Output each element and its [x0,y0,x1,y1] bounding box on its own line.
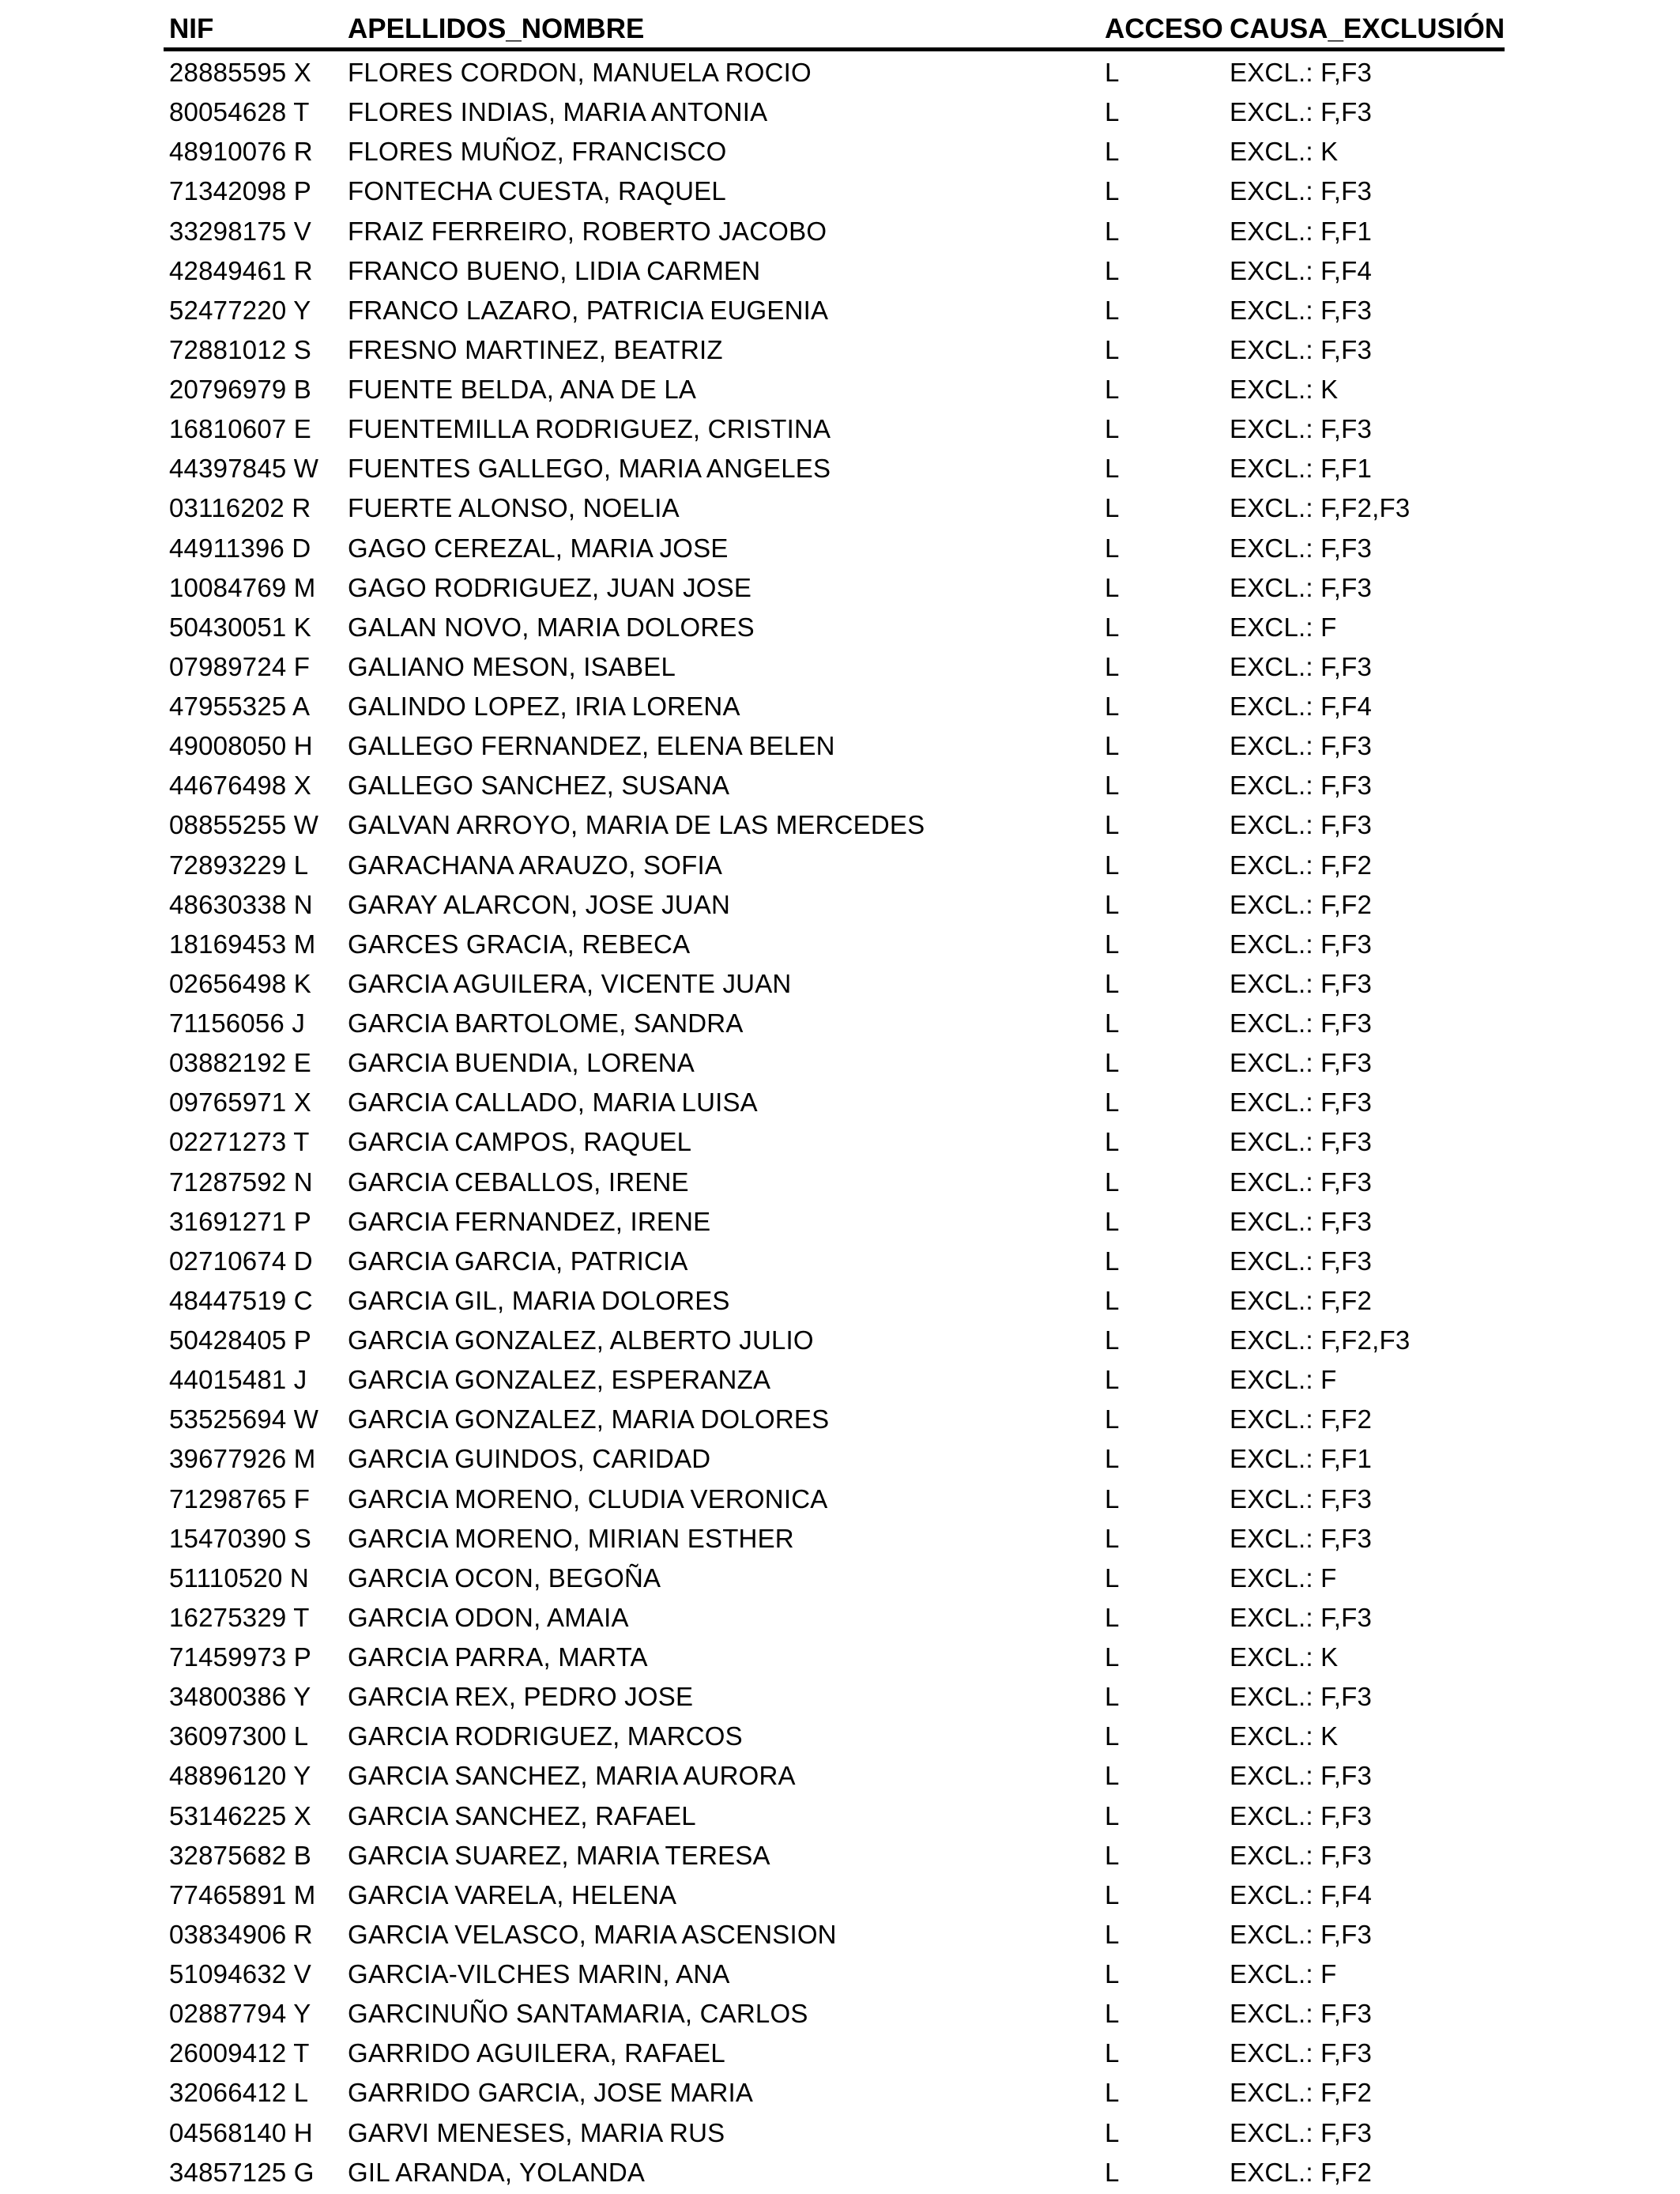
nif-cell: 32066412 L [169,2078,309,2108]
nif-cell: 49008050 H [169,731,313,761]
acceso-cell: L [1105,414,1120,444]
nif-cell: 77465891 M [169,1879,316,1909]
table-row [0,1281,1680,1321]
nif-cell: 02656498 K [169,968,312,998]
table-row [0,726,1680,766]
nombre-cell: GARCIA BARTOLOME, SANDRA [348,1008,744,1038]
acceso-cell: L [1105,1325,1120,1355]
causa-cell: EXCL.: F,F3 [1230,1246,1373,1276]
nombre-cell: GARCIA CAMPOS, RAQUEL [348,1127,692,1157]
causa-cell: EXCL.: F,F3 [1230,1008,1373,1038]
nif-cell: 34857125 G [169,2157,315,2187]
table-row [0,1915,1680,1955]
nombre-cell: GARCINUÑO SANTAMARIA, CARLOS [348,1999,808,2029]
acceso-cell: L [1105,2038,1120,2068]
acceso-cell: L [1105,493,1120,523]
table-row [0,212,1680,251]
table-row [0,1796,1680,1836]
causa-cell: EXCL.: F,F3 [1230,1523,1373,1553]
nombre-cell: GIL ARANDA, YOLANDA [348,2157,646,2187]
causa-cell: EXCL.: F,F1 [1230,1444,1373,1474]
acceso-cell: L [1105,1088,1120,1118]
causa-cell: EXCL.: F,F3 [1230,176,1373,206]
nif-cell: 10084769 M [169,572,316,602]
table-row [0,1122,1680,1162]
causa-cell: EXCL.: F,F3 [1230,1919,1373,1949]
table-row [0,805,1680,845]
table-row [0,1756,1680,1796]
nif-cell: 16275329 T [169,1602,310,1632]
table-row [0,647,1680,687]
table-row [0,330,1680,370]
table-row [0,1875,1680,1915]
nombre-cell: GARCIA GONZALEZ, ESPERANZA [348,1365,771,1395]
causa-cell: EXCL.: F,F3 [1230,651,1373,681]
causa-cell: EXCL.: F,F3 [1230,1483,1373,1514]
causa-cell: EXCL.: F,F3 [1230,334,1373,364]
acceso-cell: L [1105,454,1120,484]
causa-cell: EXCL.: K [1230,375,1339,404]
table-row [0,846,1680,885]
causa-cell: EXCL.: F,F1 [1230,216,1373,246]
table-row [0,92,1680,132]
nif-cell: 71298765 F [169,1483,311,1514]
nombre-cell: GALLEGO SANCHEZ, SUSANA [348,771,730,801]
causa-cell: EXCL.: F,F3 [1230,572,1373,602]
nombre-cell: GARCIA CALLADO, MARIA LUISA [348,1088,758,1118]
acceso-cell: L [1105,771,1120,801]
nombre-cell: GARCIA GARCIA, PATRICIA [348,1246,688,1276]
causa-cell: EXCL.: F,F3 [1230,97,1373,127]
nif-cell: 48630338 N [169,889,313,919]
table-row [0,1638,1680,1677]
acceso-cell: L [1105,97,1120,127]
nombre-cell: FRESNO MARTINEZ, BEATRIZ [348,334,723,364]
acceso-cell: L [1105,533,1120,563]
causa-cell: EXCL.: K [1230,1642,1339,1672]
table-row [0,964,1680,1004]
acceso-cell: L [1105,731,1120,761]
table-row [0,1994,1680,2034]
table-row [0,529,1680,568]
acceso-cell: L [1105,1999,1120,2029]
table-row [0,449,1680,488]
acceso-cell: L [1105,176,1120,206]
nif-cell: 02887794 Y [169,1999,311,2029]
table-row [0,2034,1680,2073]
acceso-cell: L [1105,1404,1120,1434]
acceso-cell: L [1105,1127,1120,1157]
nif-cell: 16810607 E [169,414,312,444]
nif-cell: 20796979 B [169,375,312,404]
nif-cell: 03834906 R [169,1919,313,1949]
nombre-cell: GARAY ALARCON, JOSE JUAN [348,889,731,919]
nif-cell: 31691271 P [169,1206,312,1236]
nif-cell: 44676498 X [169,771,312,801]
nombre-cell: GARCIA VARELA, HELENA [348,1879,677,1909]
nif-cell: 51094632 V [169,1959,312,1989]
acceso-cell: L [1105,375,1120,404]
acceso-cell: L [1105,1206,1120,1236]
nombre-cell: FRANCO BUENO, LIDIA CARMEN [348,255,761,285]
nif-cell: 53146225 X [169,1800,312,1830]
nombre-cell: GALAN NOVO, MARIA DOLORES [348,612,755,642]
nombre-cell: FONTECHA CUESTA, RAQUEL [348,176,726,206]
causa-cell: EXCL.: F,F3 [1230,1800,1373,1830]
causa-cell: EXCL.: F,F3 [1230,1088,1373,1118]
nif-cell: 09765971 X [169,1088,312,1118]
nombre-cell: GAGO RODRIGUEZ, JUAN JOSE [348,572,752,602]
nombre-cell: GARCIA BUENDIA, LORENA [348,1048,695,1078]
nif-cell: 71342098 P [169,176,312,206]
nif-cell: 44911396 D [169,533,311,563]
acceso-cell: L [1105,1682,1120,1712]
nombre-cell: GARCIA SANCHEZ, MARIA AURORA [348,1761,796,1791]
nif-cell: 51110520 N [169,1563,309,1593]
acceso-cell: L [1105,1879,1120,1909]
nif-cell: 71287592 N [169,1167,313,1197]
table-row [0,2113,1680,2153]
table-row [0,568,1680,608]
acceso-cell: L [1105,1563,1120,1593]
causa-cell: EXCL.: F,F3 [1230,968,1373,998]
header-apellidos-nombre: APELLIDOS_NOMBRE [348,13,645,44]
acceso-cell: L [1105,216,1120,246]
nif-cell: 07989724 F [169,651,311,681]
causa-cell: EXCL.: F,F3 [1230,771,1373,801]
acceso-cell: L [1105,255,1120,285]
causa-cell: EXCL.: F,F3 [1230,58,1373,87]
nif-cell: 36097300 L [169,1721,309,1751]
nif-cell: 72881012 S [169,334,312,364]
nif-cell: 48447519 C [169,1285,313,1315]
table-row [0,172,1680,211]
nif-cell: 15470390 S [169,1523,312,1553]
table-row [0,409,1680,449]
causa-cell: EXCL.: F,F3 [1230,1682,1373,1712]
nombre-cell: FUENTES GALLEGO, MARIA ANGELES [348,454,831,484]
table-row [0,925,1680,964]
nombre-cell: GARCIA GUINDOS, CARIDAD [348,1444,711,1474]
nif-cell: 44015481 J [169,1365,307,1395]
nif-cell: 50430051 K [169,612,312,642]
table-row [0,291,1680,330]
table-row [0,687,1680,726]
nif-cell: 39677926 M [169,1444,316,1474]
nombre-cell: GARCIA FERNANDEZ, IRENE [348,1206,711,1236]
causa-cell: EXCL.: F,F3 [1230,2038,1373,2068]
nombre-cell: GARCIA SUAREZ, MARIA TERESA [348,1840,770,1870]
causa-cell: EXCL.: F [1230,1959,1337,1989]
nombre-cell: FRANCO LAZARO, PATRICIA EUGENIA [348,295,829,325]
table-row [0,1717,1680,1756]
nif-cell: 50428405 P [169,1325,312,1355]
table-row [0,1321,1680,1360]
table-row [0,1202,1680,1242]
nombre-cell: FLORES MUÑOZ, FRANCISCO [348,137,727,167]
causa-cell: EXCL.: F,F3 [1230,1048,1373,1078]
nombre-cell: GARCIA VELASCO, MARIA ASCENSION [348,1919,837,1949]
table-body [0,53,1680,2192]
causa-cell: EXCL.: F,F1 [1230,454,1373,484]
causa-cell: EXCL.: F,F3 [1230,929,1373,959]
causa-cell: EXCL.: F,F3 [1230,1167,1373,1197]
nombre-cell: FLORES CORDON, MANUELA ROCIO [348,58,812,87]
acceso-cell: L [1105,1048,1120,1078]
causa-cell: EXCL.: K [1230,1721,1339,1751]
table-row [0,370,1680,409]
table-row [0,1519,1680,1559]
nombre-cell: GARRIDO AGUILERA, RAFAEL [348,2038,725,2068]
causa-cell: EXCL.: F,F2 [1230,2078,1373,2108]
table-row [0,251,1680,291]
nombre-cell: GARCIA-VILCHES MARIN, ANA [348,1959,730,1989]
nombre-cell: GARCIA RODRIGUEZ, MARCOS [348,1721,743,1751]
acceso-cell: L [1105,1800,1120,1830]
acceso-cell: L [1105,850,1120,880]
nif-cell: 48896120 Y [169,1761,311,1791]
acceso-cell: L [1105,58,1120,87]
table-row [0,2153,1680,2192]
causa-cell: EXCL.: K [1230,137,1339,167]
nombre-cell: GALLEGO FERNANDEZ, ELENA BELEN [348,731,835,761]
nif-cell: 26009412 T [169,2038,310,2068]
acceso-cell: L [1105,1285,1120,1315]
causa-cell: EXCL.: F,F2,F3 [1230,493,1411,523]
nif-cell: 53525694 W [169,1404,319,1434]
header-underline [164,47,1505,51]
nombre-cell: FRAIZ FERREIRO, ROBERTO JACOBO [348,216,827,246]
header-causa-exclusion: CAUSA_EXCLUSIÓN [1230,13,1505,44]
causa-cell: EXCL.: F,F4 [1230,692,1373,721]
causa-cell: EXCL.: F,F2 [1230,1285,1373,1315]
table-row [0,1043,1680,1083]
table-row [0,1480,1680,1519]
acceso-cell: L [1105,2078,1120,2108]
acceso-cell: L [1105,2157,1120,2187]
causa-cell: EXCL.: F,F4 [1230,255,1373,285]
nombre-cell: GARRIDO GARCIA, JOSE MARIA [348,2078,754,2108]
acceso-cell: L [1105,1365,1120,1395]
acceso-cell: L [1105,968,1120,998]
table-row [0,1598,1680,1638]
nombre-cell: GARVI MENESES, MARIA RUS [348,2117,725,2147]
table-row [0,53,1680,92]
acceso-cell: L [1105,810,1120,840]
causa-cell: EXCL.: F,F2 [1230,850,1373,880]
acceso-cell: L [1105,334,1120,364]
table-row [0,1163,1680,1202]
acceso-cell: L [1105,1008,1120,1038]
acceso-cell: L [1105,1246,1120,1276]
causa-cell: EXCL.: F,F3 [1230,2117,1373,2147]
nif-cell: 28885595 X [169,58,312,87]
header-nif: NIF [169,13,214,44]
table-row [0,1360,1680,1400]
nombre-cell: GARCIA GONZALEZ, MARIA DOLORES [348,1404,830,1434]
nombre-cell: GARCIA PARRA, MARTA [348,1642,648,1672]
acceso-cell: L [1105,1523,1120,1553]
acceso-cell: L [1105,1840,1120,1870]
table-row [0,1083,1680,1122]
acceso-cell: L [1105,1602,1120,1632]
nif-cell: 44397845 W [169,454,319,484]
nombre-cell: FUERTE ALONSO, NOELIA [348,493,680,523]
causa-cell: EXCL.: F,F3 [1230,731,1373,761]
table-row [0,608,1680,647]
nombre-cell: FUENTEMILLA RODRIGUEZ, CRISTINA [348,414,831,444]
nif-cell: 42849461 R [169,255,313,285]
causa-cell: EXCL.: F,F3 [1230,1127,1373,1157]
nif-cell: 32875682 B [169,1840,312,1870]
nif-cell: 02710674 D [169,1246,313,1276]
causa-cell: EXCL.: F [1230,1563,1337,1593]
nif-cell: 04568140 H [169,2117,313,2147]
nombre-cell: GARCIA GONZALEZ, ALBERTO JULIO [348,1325,814,1355]
nif-cell: 18169453 M [169,929,316,959]
nombre-cell: FLORES INDIAS, MARIA ANTONIA [348,97,768,127]
causa-cell: EXCL.: F [1230,612,1337,642]
causa-cell: EXCL.: F,F3 [1230,414,1373,444]
nombre-cell: GARCIA ODON, AMAIA [348,1602,629,1632]
acceso-cell: L [1105,1167,1120,1197]
nif-cell: 02271273 T [169,1127,310,1157]
nif-cell: 71156056 J [169,1008,306,1038]
causa-cell: EXCL.: F,F2 [1230,889,1373,919]
table-row [0,1439,1680,1479]
nif-cell: 47955325 A [169,692,311,721]
acceso-cell: L [1105,1444,1120,1474]
nif-cell: 08855255 W [169,810,319,840]
acceso-cell: L [1105,1483,1120,1514]
nombre-cell: GARCIA SANCHEZ, RAFAEL [348,1800,696,1830]
header-acceso: ACCESO [1105,13,1223,44]
nombre-cell: GARCIA MORENO, MIRIAN ESTHER [348,1523,794,1553]
acceso-cell: L [1105,1761,1120,1791]
acceso-cell: L [1105,1959,1120,1989]
table-row [0,1955,1680,1994]
table-row [0,1677,1680,1717]
causa-cell: EXCL.: F,F2 [1230,2157,1373,2187]
table-row [0,1004,1680,1043]
causa-cell: EXCL.: F,F3 [1230,1840,1373,1870]
nombre-cell: GARCES GRACIA, REBECA [348,929,691,959]
table-row [0,766,1680,805]
nombre-cell: GARACHANA ARAUZO, SOFIA [348,850,723,880]
nombre-cell: GARCIA OCON, BEGOÑA [348,1563,661,1593]
nombre-cell: GARCIA CEBALLOS, IRENE [348,1167,689,1197]
table-row [0,2073,1680,2113]
nombre-cell: GAGO CEREZAL, MARIA JOSE [348,533,729,563]
causa-cell: EXCL.: F,F2 [1230,1404,1373,1434]
causa-cell: EXCL.: F,F2,F3 [1230,1325,1411,1355]
causa-cell: EXCL.: F,F3 [1230,810,1373,840]
acceso-cell: L [1105,1642,1120,1672]
nif-cell: 33298175 V [169,216,312,246]
acceso-cell: L [1105,295,1120,325]
nif-cell: 48910076 R [169,137,313,167]
acceso-cell: L [1105,572,1120,602]
acceso-cell: L [1105,1919,1120,1949]
nombre-cell: GALIANO MESON, ISABEL [348,651,676,681]
nombre-cell: GARCIA AGUILERA, VICENTE JUAN [348,968,792,998]
acceso-cell: L [1105,692,1120,721]
causa-cell: EXCL.: F,F3 [1230,1761,1373,1791]
causa-cell: EXCL.: F,F4 [1230,1879,1373,1909]
causa-cell: EXCL.: F,F3 [1230,1602,1373,1632]
causa-cell: EXCL.: F [1230,1365,1337,1395]
acceso-cell: L [1105,137,1120,167]
nombre-cell: GARCIA REX, PEDRO JOSE [348,1682,694,1712]
nif-cell: 72893229 L [169,850,309,880]
nif-cell: 03116202 R [169,493,311,523]
nombre-cell: GARCIA GIL, MARIA DOLORES [348,1285,730,1315]
nif-cell: 80054628 T [169,97,310,127]
nif-cell: 71459973 P [169,1642,312,1672]
causa-cell: EXCL.: F,F3 [1230,1999,1373,2029]
table-row [0,1400,1680,1439]
acceso-cell: L [1105,929,1120,959]
table-row [0,1242,1680,1281]
acceso-cell: L [1105,1721,1120,1751]
acceso-cell: L [1105,2117,1120,2147]
nif-cell: 03882192 E [169,1048,312,1078]
acceso-cell: L [1105,651,1120,681]
nif-cell: 52477220 Y [169,295,311,325]
table-row [0,1836,1680,1875]
causa-cell: EXCL.: F,F3 [1230,533,1373,563]
table-row [0,132,1680,172]
nombre-cell: GALVAN ARROYO, MARIA DE LAS MERCEDES [348,810,925,840]
nombre-cell: FUENTE BELDA, ANA DE LA [348,375,697,404]
nif-cell: 34800386 Y [169,1682,311,1712]
nombre-cell: GARCIA MORENO, CLUDIA VERONICA [348,1483,828,1514]
table-row [0,1559,1680,1598]
table-row [0,885,1680,925]
nombre-cell: GALINDO LOPEZ, IRIA LORENA [348,692,740,721]
causa-cell: EXCL.: F,F3 [1230,295,1373,325]
acceso-cell: L [1105,889,1120,919]
table-row [0,488,1680,528]
causa-cell: EXCL.: F,F3 [1230,1206,1373,1236]
acceso-cell: L [1105,612,1120,642]
